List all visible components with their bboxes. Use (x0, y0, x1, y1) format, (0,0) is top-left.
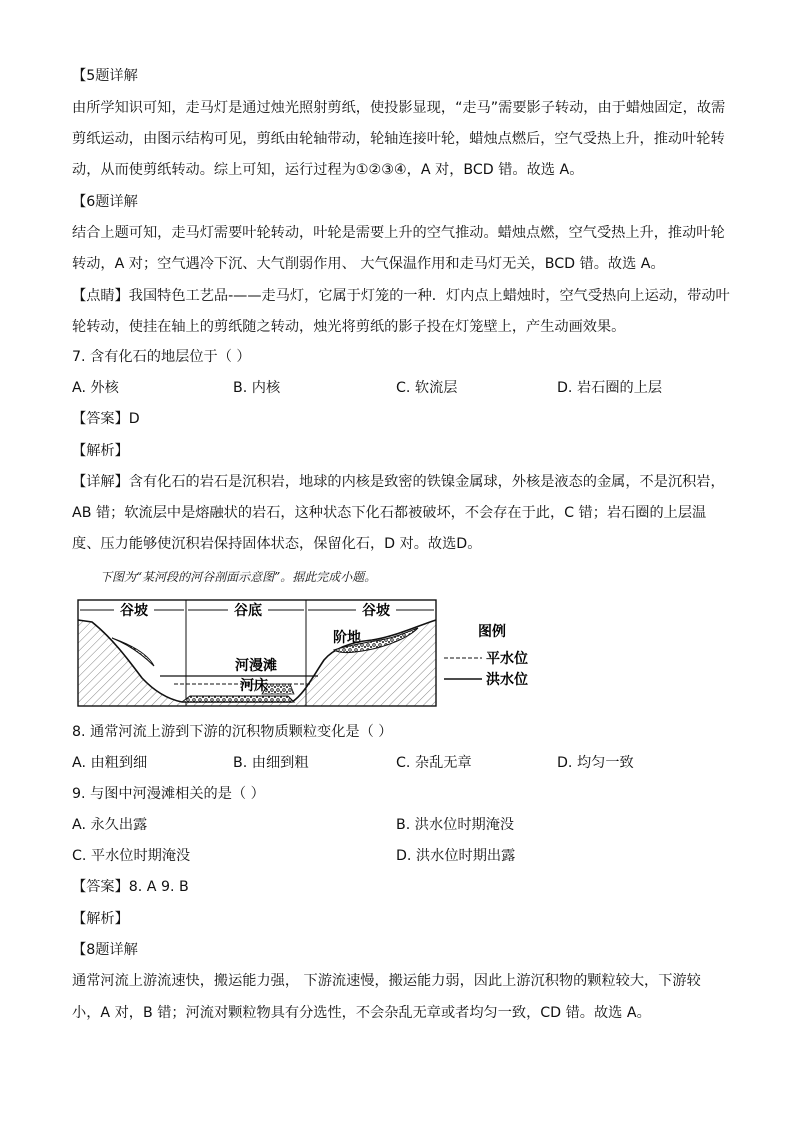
label-valley-bottom: 谷底 (234, 603, 262, 619)
q9-option-b: B. 洪水位时期淹没 (396, 817, 515, 833)
q8-option-b: B. 由细到粗 (233, 755, 309, 771)
q8-detail-2: 小，A 对，B 错；河流对颗粒物具有分选性，不会杂乱无章或者均匀一致，CD 错。故选 A。 (72, 1005, 651, 1021)
q7-detail-3: 度、压力能够使沉积岩保持固体状态，保留化石，D 对。故选D。 (72, 536, 482, 552)
q5-line-1: 由所学知识可知，走马灯是通过烛光照射剪纸，使投影显现，“走马”需要影子转动，由于蜡烛固定，故需 (72, 100, 726, 116)
q7-answer: 【答案】D (72, 411, 140, 427)
q5-line-2: 剪纸运动，由图示结构可见，剪纸由轮轴带动，轮轴连接叶轮，蜡烛点燃后，空气受热上升，推动叶轮转 (72, 131, 725, 147)
q8-option-c: C. 杂乱无章 (396, 755, 472, 771)
q8-stem: 8. 通常河流上游到下游的沉积物质颗粒变化是（ ） (72, 724, 393, 740)
q7-stem: 7. 含有化石的地层位于（ ） (72, 349, 251, 365)
q9-stem: 9. 与图中河漫滩相关的是（ ） (72, 786, 265, 802)
q8-option-d: D. 均匀一致 (557, 755, 634, 771)
q6-heading: 【6题详解 (72, 194, 138, 210)
tip-line-1: 【点睛】我国特色工艺品-——走马灯，它属于灯笼的一种．灯内点上蜡烛时，空气受热向上运动，带动叶 (72, 288, 730, 304)
q9-option-a: A. 永久出露 (72, 817, 148, 833)
q6-line-2: 转动，A 对；空气遇冷下沉、大气削弱作用、 大气保温作用和走马灯无关，BCD 错。故选 A。 (72, 256, 665, 272)
q89-answer: 【答案】8. A 9. B (72, 879, 189, 895)
q5-heading: 【5题详解 (72, 68, 138, 84)
label-terrace: 阶地 (333, 630, 361, 646)
q7-detail-1: 【详解】含有化石的岩石是沉积岩，地球的内核是致密的铁镍金属球，外核是液态的金属，不是沉积岩， (72, 474, 725, 490)
valley-cross-section-figure (72, 598, 562, 708)
q5-line-3: 动，从而使剪纸转动。综上可知，运行过程为①②③④，A 对，BCD 错。故选 A。 (72, 162, 584, 178)
legend-flood-label: 洪水位 (486, 672, 528, 688)
label-floodplain: 河漫滩 (235, 658, 277, 674)
q7-option-b: B. 内核 (233, 380, 281, 396)
legend-normal-label: 平水位 (486, 651, 528, 667)
q7-analysis: 【解析】 (72, 443, 129, 459)
label-slope-right: 谷坡 (362, 603, 390, 619)
q8-detail-1: 通常河流上游流速快，搬运能力强， 下游流速慢，搬运能力弱，因此上游沉积物的颗粒较大，下游较 (72, 973, 701, 989)
riverbed-sediment (182, 696, 294, 702)
tip-line-2: 轮转动，使挂在轴上的剪纸随之转动，烛光将剪纸的影子投在灯笼壁上，产生动画效果。 (72, 319, 626, 335)
q9-option-c: C. 平水位时期淹没 (72, 848, 191, 864)
q7-option-d: D. 岩石圈的上层 (557, 380, 663, 396)
legend-title: 图例 (478, 624, 506, 640)
q6-line-1: 结合上题可知，走马灯需要叶轮转动，叶轮是需要上升的空气推动。蜡烛点燃，空气受热上升，推动叶轮 (72, 225, 725, 241)
q7-detail-2: AB 错；软流层中是熔融状的岩石，这种状态下化石都被破坏，不会存在于此，C 错；岩石圈的上层温 (72, 505, 707, 521)
q9-option-d: D. 洪水位时期出露 (396, 848, 516, 864)
figure-caption: 下图为“某河段的河谷剖面示意图”。据此完成小题。 (100, 570, 377, 584)
q7-option-c: C. 软流层 (396, 380, 458, 396)
label-slope-left: 谷坡 (120, 603, 148, 619)
q8-option-a: A. 由粗到细 (72, 755, 148, 771)
label-riverbed: 河床 (240, 678, 268, 694)
q8-detail-heading: 【8题详解 (72, 942, 138, 958)
q89-analysis: 【解析】 (72, 911, 129, 927)
q7-option-a: A. 外核 (72, 380, 119, 396)
